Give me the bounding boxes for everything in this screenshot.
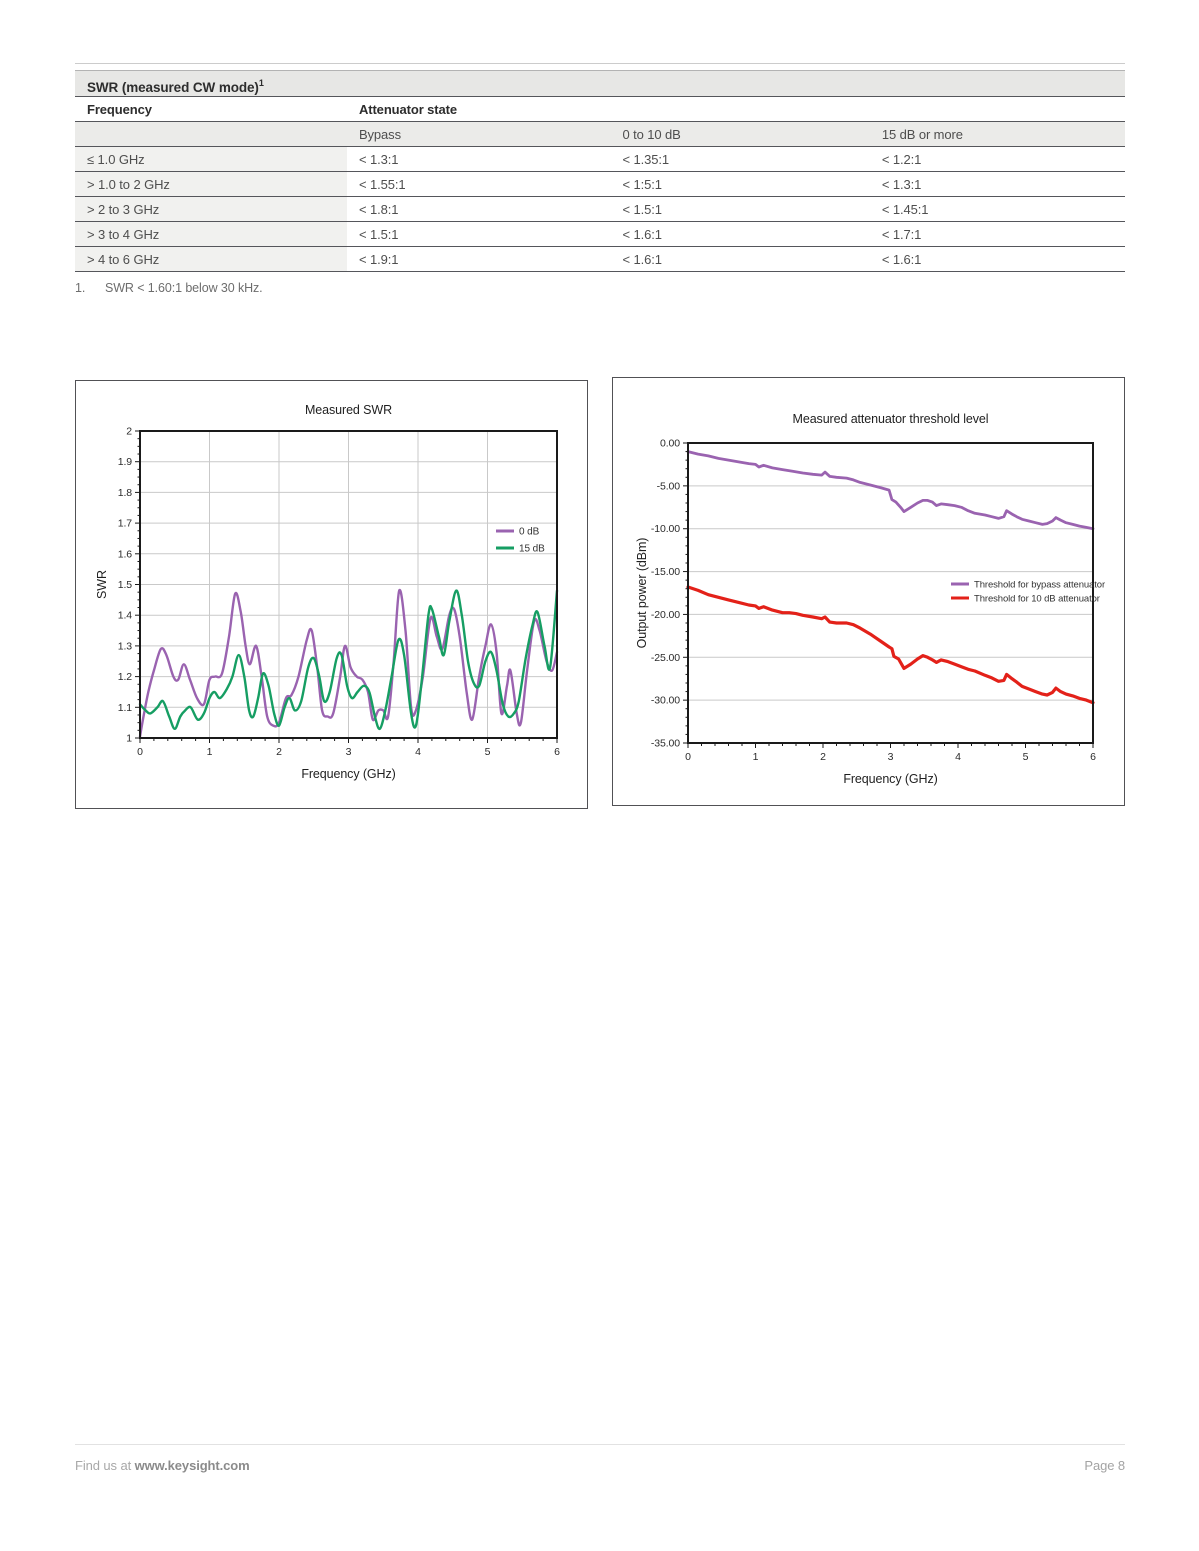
swr-value-cell: < 1.7:1 [881,226,922,242]
x-tick-label: 2 [820,751,826,763]
footer-find-us-prefix: Find us at [75,1458,135,1473]
x-tick-label: 2 [276,746,282,758]
subheader-cell: Bypass [358,126,401,142]
swr-value-cell: < 1.35:1 [622,151,670,167]
x-tick-label: 6 [1090,751,1096,763]
table-body [75,147,1125,272]
x-tick-label: 4 [415,746,421,758]
frequency-cell: > 2 to 3 GHz [75,197,347,221]
x-tick-label: 3 [887,751,894,763]
table-title-footnote-ref: 1 [258,78,264,88]
legend-label: Threshold for bypass attenuator [974,579,1106,591]
y-tick-label: -5.00 [656,480,680,493]
spec-row [75,147,1125,172]
y-tick-label: 1.2 [117,671,132,684]
swr-value-cell: < 1.8:1 [358,201,399,217]
swr-value-cell: < 1.6:1 [622,251,662,267]
footer-find-us [75,1458,250,1473]
swr-value-cell: < 1.55:1 [358,176,406,192]
y-tick-label: 1.1 [117,701,132,714]
legend-label: 15 dB [519,543,545,555]
col-header-frequency: Frequency [87,101,152,117]
subheader-empty-cell [75,122,347,146]
spec-row [75,247,1125,272]
table-header-row [75,97,1125,122]
frequency-cell: > 3 to 4 GHz [75,222,347,246]
series-line [688,452,1093,529]
y-tick-label: -10.00 [650,523,680,536]
y-tick-label: 1 [126,732,132,745]
x-tick-label: 5 [484,746,491,758]
threshold-chart-svg [613,378,1122,803]
x-axis-title: Frequency (GHz) [843,772,938,786]
axis-ticks [135,431,557,743]
y-tick-label: 1.9 [117,456,132,469]
y-tick-label: 1.7 [117,517,132,530]
chart-title: Measured attenuator threshold level [792,412,989,426]
swr-chart [75,380,588,809]
swr-value-cell: < 1.3:1 [881,176,922,192]
swr-value-cell: < 1.2:1 [881,151,922,167]
y-tick-label: 0.00 [659,437,680,450]
swr-value-cell: < 1.3:1 [358,151,399,167]
subheader-cell: 15 dB or more [881,126,963,142]
swr-value-cell: < 1.5:1 [622,201,662,217]
swr-value-cell: < 1.5:1 [358,226,399,242]
x-tick-label: 5 [1022,751,1029,763]
x-tick-label: 6 [554,746,560,758]
y-tick-label: 1.4 [117,609,132,622]
y-tick-label: 1.5 [117,579,132,591]
x-tick-label: 4 [955,751,961,763]
legend-label: Threshold for 10 dB attenuator [974,593,1100,605]
x-tick-label: 0 [685,751,691,763]
swr-value-cell: < 1.6:1 [622,226,662,242]
footnote-text: SWR < 1.60:1 below 30 kHz. [105,281,263,295]
x-tick-label: 1 [206,746,213,758]
table-title: SWR (measured CW mode) [87,79,259,95]
y-axis-title: Output power (dBm) [635,537,649,649]
table-top-rule [75,63,1125,64]
y-tick-label: 2 [126,425,132,438]
frequency-cell: ≤ 1.0 GHz [75,147,347,171]
spec-row [75,222,1125,247]
y-tick-label: -20.00 [650,608,680,621]
footnote [75,281,263,295]
subheader-cell: 0 to 10 dB [622,126,681,142]
table-title-row [75,70,1125,97]
swr-spec-table [75,70,1125,272]
spec-row [75,197,1125,222]
page-number: Page 8 [1084,1458,1125,1473]
swr-value-cell: < 1:5:1 [622,176,662,192]
y-tick-label: -15.00 [650,566,680,579]
keysight-website-link[interactable]: www.keysight.com [134,1458,250,1473]
swr-value-cell: < 1.45:1 [881,201,929,217]
y-tick-label: -30.00 [650,694,680,707]
col-header-attenuator-state: Attenuator state [358,101,458,117]
frequency-cell: > 4 to 6 GHz [75,247,347,271]
swr-value-cell: < 1.9:1 [358,251,399,267]
table-subheader-row [75,122,1125,147]
y-tick-label: -35.00 [650,737,680,750]
x-tick-label: 3 [345,746,352,758]
spec-row [75,172,1125,197]
y-axis-title: SWR [95,570,109,599]
y-tick-label: 1.8 [117,486,132,499]
y-tick-label: -25.00 [650,651,680,664]
frequency-cell: > 1.0 to 2 GHz [75,172,347,196]
legend-label: 0 dB [519,526,540,538]
swr-chart-svg [76,381,585,806]
chart-title: Measured SWR [304,403,393,417]
swr-value-cell: < 1.6:1 [881,251,922,267]
x-axis-title: Frequency (GHz) [301,767,396,781]
y-tick-label: 1.6 [117,548,132,561]
page-footer [75,1444,1125,1473]
x-tick-label: 1 [752,751,759,763]
y-tick-label: 1.3 [117,640,132,653]
footnote-number: 1. [75,281,86,295]
x-tick-label: 0 [137,746,143,758]
threshold-chart [612,377,1125,806]
